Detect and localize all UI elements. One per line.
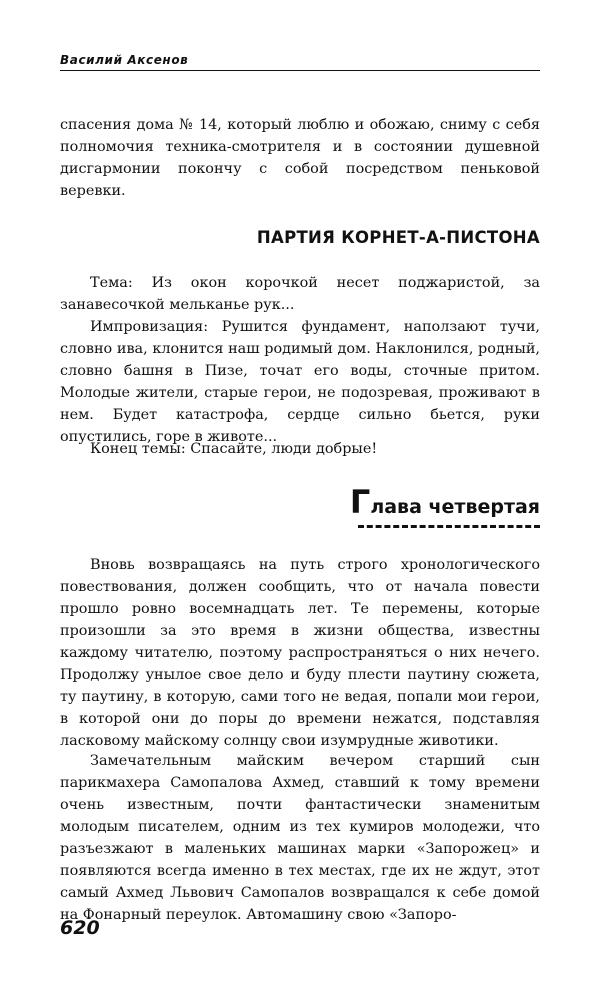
paragraph-improvisation: Импровизация: Рушится фундамент, наползают тучи, словно ива, клонится наш родимый дом. Наклонился, родный, словно башня в Пизе, точат его воды, сточные притом. Молодые жители, старые герои, не подозревая, проживают в нем. Будет катастрофа, сердце сильно бьется, руки опустились, горе в животе... (60, 319, 540, 445)
paragraph-continuation: спасения дома № 14, который люблю и обожаю, сниму с себя полномочия техника-смотрителя и в состоянии душевной дисгармонии покончу с собой посредством пеньковой веревки. (60, 117, 540, 199)
chapter-heading-initial: Г (349, 483, 371, 521)
chapter-heading-rule (358, 525, 540, 528)
paragraph-akhmed: Замечательным майским вечером старший сын парикмахера Самопалова Ахмед, ставший к тому времени очень известным, почти фантастически знаменитым молодым писателем, одним из тех кумиров молодежи, что разъезжают в маленьких машинах марки «Запорожец» и появляются всегда именно в тех местах, где их не ждут, этот самый Ахмед Львович Самопалов возвращался к себе домой на Фонарный переулок. Автомашину свою «Запоро- (60, 753, 540, 923)
paragraph-theme-end: Конец темы: Спасайте, люди добрые! (90, 441, 378, 457)
chapter-heading-text: лава четвертая (370, 496, 540, 518)
page-number: 620 (60, 917, 100, 939)
paragraph-chapter-opening: Вновь возвращаясь на путь строго хронологического повествования, должен сообщить, что от начала повести прошло ровно восемнадцать лет. Те перемены, которые произошли за это время в жизни общества, известны каждому читателю, поэтому распространяться о них нечего. Продолжу унылое свое дело и буду плести паутину сюжета, ту паутину, в которую, сами того не ведая, попали мои герои, в которой они до поры до времени нежатся, подставляя ласковому майскому солнцу свои изумрудные животики. (60, 557, 540, 749)
paragraph-theme: Тема: Из окон корочкой несет поджаристой, за занавесочкой мельканье рук... (60, 275, 540, 313)
header-rule (60, 70, 540, 71)
running-head-author: Василий Аксенов (60, 53, 189, 67)
chapter-heading (349, 483, 540, 521)
section-heading: ПАРТИЯ КОРНЕТ-А-ПИСТОНА (256, 228, 540, 247)
